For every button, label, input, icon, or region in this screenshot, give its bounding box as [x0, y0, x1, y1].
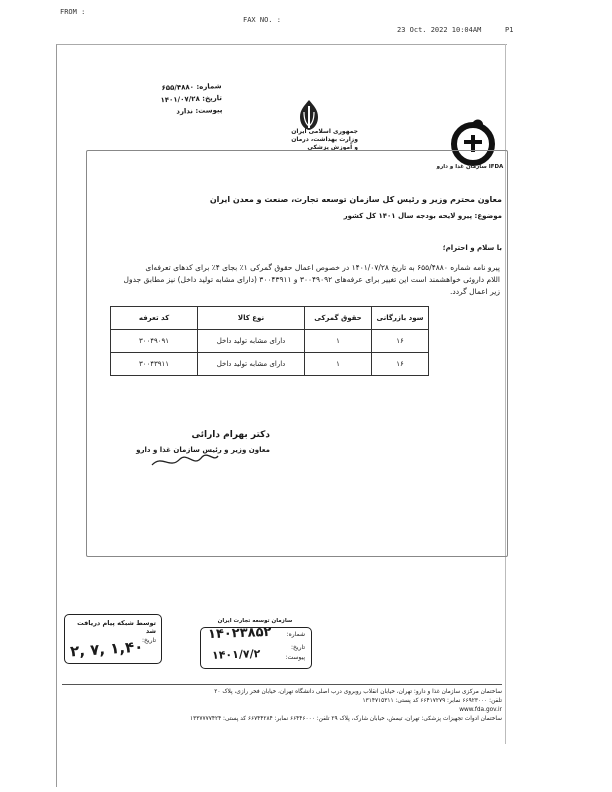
fax-datetime: 23 Oct. 2022 10:04AM — [397, 26, 482, 34]
emblem-line-1: جمهوری اسلامی ایران — [291, 128, 358, 135]
body-line-1: پیرو نامه شماره ۶۵۵/۴۸۸۰ به تاریخ ۱۴۰۱/۰۷/۲۸ در خصوص اعمال حقوق گمرکی ۱٪ بجای ۴٪ برای کدهای تعرفه‌ای — [145, 263, 500, 272]
fax-from-label: FROM : — [60, 8, 86, 16]
registration-stamp-title: سازمان توسعه تجارت ایران — [217, 618, 293, 624]
cell-goods-type: دارای مشابه تولید داخل — [198, 353, 305, 376]
letter-greeting: با سلام و احترام؛ — [442, 244, 502, 252]
cell-tariff-code: ۳۰۰۴۹۰۹۱ — [111, 330, 198, 353]
emblem-text — [262, 128, 358, 152]
letter-meta — [111, 82, 222, 118]
header-commercial-profit: سود بازرگانی — [372, 307, 429, 330]
footer — [62, 688, 502, 724]
letter-recipient: معاون محترم وزیر و رئیس کل سازمان توسعه تجارت، صنعت و معدن ایران — [209, 195, 502, 204]
number-label: شماره: — [196, 82, 222, 91]
received-stamp-handwritten: ۱,۴۰ ,۷ ,۲ — [69, 637, 144, 661]
logo-caption-text: سازمان غذا و دارو — [436, 164, 487, 170]
emblem-line-3: و آموزش پزشکی — [307, 144, 358, 151]
attachment-value: ندارد — [176, 107, 194, 116]
fax-number-label: FAX NO. : — [243, 16, 281, 24]
header-goods-type: نوع کالا — [198, 307, 305, 330]
number-value: ۶۵۵/۴۸۸۰ — [161, 83, 195, 93]
table-row — [111, 353, 429, 376]
body-line-3: زیر اعمال گردد. — [449, 287, 500, 296]
iran-emblem-icon — [294, 98, 324, 132]
header-customs-duty: حقوق گمرکی — [305, 307, 372, 330]
registration-number-label: شماره: — [286, 631, 305, 638]
registration-date-value: ۱۴۰۱/۷/۲ — [211, 647, 261, 662]
tariff-table-wrap — [110, 306, 429, 376]
cell-commercial-profit: ۱۶ — [372, 353, 429, 376]
fax-page: P1 — [505, 26, 514, 34]
cell-tariff-code: ۳۰۰۴۳۹۱۱ — [111, 353, 198, 376]
footer-website: www.fda.gov.ir — [459, 707, 502, 713]
body-line-2: اللام داروئی خواهشمند است این تغییر برای عرفه‌های ۳۰۰۴۹۰۹۲ و ۳۰۰۴۳۹۱۱ (دارای مشابه تولید داخل) نیز مطابق جدول — [123, 275, 500, 284]
footer-line-4: ساختمان ادوات تجهیزات پزشکی: تهران، تیمش، خیابان شارک، پلاک ۲۹ تلفن: ۶۶۴۴۶۰۰۰ نمابر: ۶۶۷۴۴۲۸۴ کد پستی: ۱۳۳۷۷۷۷۴۲۴ — [190, 716, 502, 722]
cell-customs-duty: ۱ — [305, 330, 372, 353]
header-tariff-code: کد تعرفه — [111, 307, 198, 330]
letter-subject: موضوع: پیرو لایحه بودجه سال ۱۴۰۱ کل کشور — [343, 212, 502, 220]
signature-title: معاون وزیر و رئیس سازمان غذا و دارو — [136, 446, 270, 454]
date-label: تاریخ: — [202, 94, 223, 103]
footer-divider — [62, 684, 502, 685]
table-row — [111, 330, 429, 353]
registration-attachment-label: پیوست: — [285, 654, 305, 661]
letter-body — [100, 262, 500, 298]
attachment-label: پیوست: — [195, 106, 223, 116]
logo-abbr: IFDA — [488, 164, 504, 170]
registration-number-value: ۱۴۰۲۳۸۵۲ — [207, 624, 272, 643]
received-stamp-date-label: تاریخ: — [142, 637, 156, 644]
cell-goods-type: دارای مشابه تولید داخل — [198, 330, 305, 353]
date-value: ۱۴۰۱/۰۷/۲۸ — [160, 94, 200, 105]
signature-scribble-icon — [150, 450, 220, 472]
cell-customs-duty: ۱ — [305, 353, 372, 376]
table-header-row — [111, 307, 429, 330]
footer-line-2: تلفن: ۶۶۹۲۳۰۰۰ نمابر: ۶۶۴۱۷۲۷۹ کد پستی: ۱۳۱۴۷۱۵۳۱۱ — [362, 698, 502, 704]
emblem-line-2: وزارت بهداشت، درمان — [291, 136, 358, 143]
cell-commercial-profit: ۱۶ — [372, 330, 429, 353]
registration-date-label: تاریخ: — [291, 644, 305, 651]
tariff-table — [110, 306, 429, 376]
received-stamp-title: توسط شبکه پیام دریافت شد — [77, 619, 156, 635]
footer-line-1: ساختمان مرکزی سازمان غذا و دارو: تهران، خیابان انقلاب روبروی درب اصلی دانشگاه تهران، خیابان فخر رازی، پلاک ۲۰ — [214, 689, 502, 695]
signature-name: دکتر بهرام دارائی — [191, 430, 270, 440]
